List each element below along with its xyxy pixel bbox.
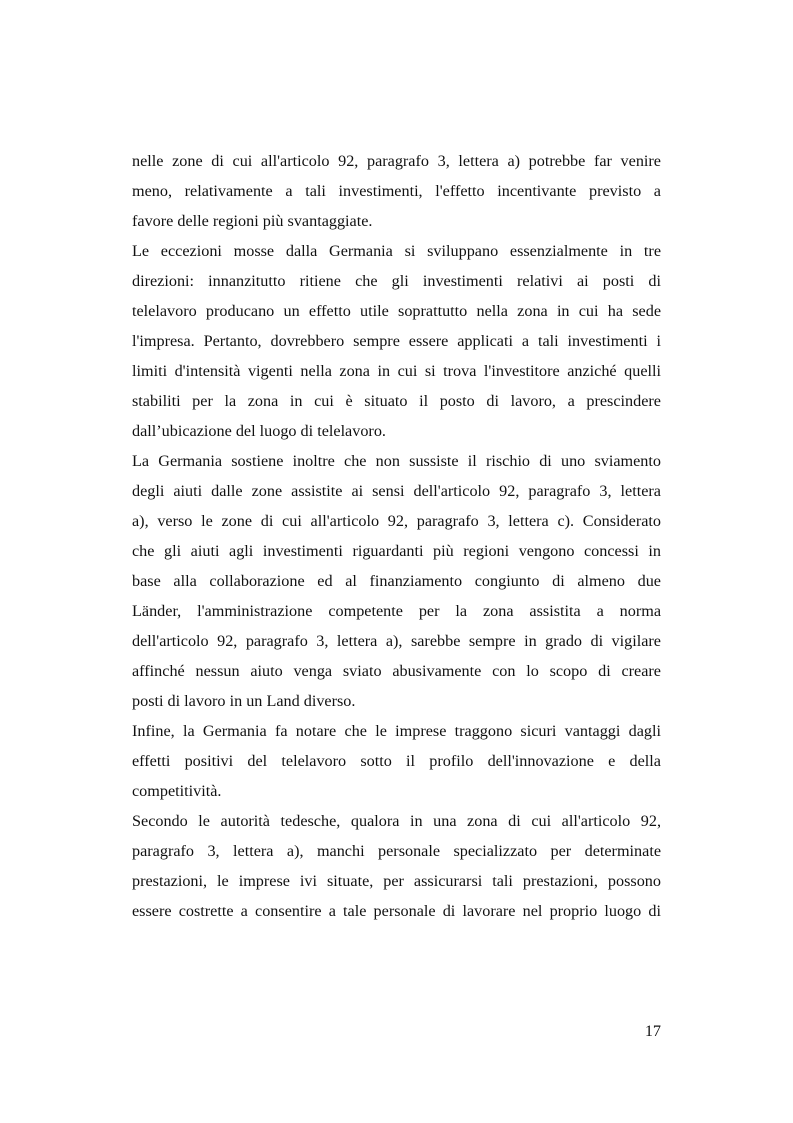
text-line: La Germania sostiene inoltre che non sussiste il rischio di uno sviamento	[132, 452, 661, 470]
text-line: posti di lavoro in un Land diverso.	[132, 692, 356, 710]
text-line: l'impresa. Pertanto, dovrebbero sempre essere applicati a tali investimenti i	[132, 332, 661, 350]
text-line: Infine, la Germania fa notare che le imprese traggono sicuri vantaggi dagli	[132, 722, 661, 740]
paragraph	[132, 716, 661, 806]
text-line: che gli aiuti agli investimenti riguardanti più regioni vengono concessi in	[132, 542, 661, 560]
text-line: limiti d'intensità vigenti nella zona in cui si trova l'investitore anziché quelli	[132, 362, 661, 380]
text-line: Länder, l'amministrazione competente per la zona assistita a norma	[132, 602, 661, 620]
text-line: paragrafo 3, lettera a), manchi personale specializzato per determinate	[132, 842, 661, 860]
text-line: base alla collaborazione ed al finanziamento congiunto di almeno due	[132, 572, 661, 590]
paragraph	[132, 146, 661, 236]
text-line: affinché nessun aiuto venga sviato abusivamente con lo scopo di creare	[132, 662, 661, 680]
text-line: telelavoro producano un effetto utile soprattutto nella zona in cui ha sede	[132, 302, 661, 320]
text-line: dell'articolo 92, paragrafo 3, lettera a), sarebbe sempre in grado di vigilare	[132, 632, 661, 650]
text-line: prestazioni, le imprese ivi situate, per assicurarsi tali prestazioni, possono	[132, 872, 661, 890]
text-line: favore delle regioni più svantaggiate.	[132, 212, 373, 230]
page-number: 17	[644, 1022, 661, 1040]
paragraph	[132, 446, 661, 716]
paragraph	[132, 236, 661, 446]
text-line: a), verso le zone di cui all'articolo 92, paragrafo 3, lettera c). Considerato	[132, 512, 661, 530]
text-line: competitività.	[132, 782, 222, 800]
text-line: Le eccezioni mosse dalla Germania si sviluppano essenzialmente in tre	[132, 242, 661, 260]
text-line: dall’ubicazione del luogo di telelavoro.	[132, 422, 386, 440]
body-text	[132, 146, 661, 926]
text-line: direzioni: innanzitutto ritiene che gli investimenti relativi ai posti di	[132, 272, 661, 290]
paragraph	[132, 806, 661, 926]
text-line: degli aiuti dalle zone assistite ai sensi dell'articolo 92, paragrafo 3, lettera	[132, 482, 661, 500]
text-line: Secondo le autorità tedesche, qualora in una zona di cui all'articolo 92,	[132, 812, 661, 830]
text-line: stabiliti per la zona in cui è situato il posto di lavoro, a prescindere	[132, 392, 661, 410]
text-line: effetti positivi del telelavoro sotto il profilo dell'innovazione e della	[132, 752, 661, 770]
text-line: meno, relativamente a tali investimenti, l'effetto incentivante previsto a	[132, 182, 661, 200]
text-line: essere costrette a consentire a tale personale di lavorare nel proprio luogo di	[132, 902, 661, 920]
text-line: nelle zone di cui all'articolo 92, paragrafo 3, lettera a) potrebbe far venire	[132, 152, 661, 170]
